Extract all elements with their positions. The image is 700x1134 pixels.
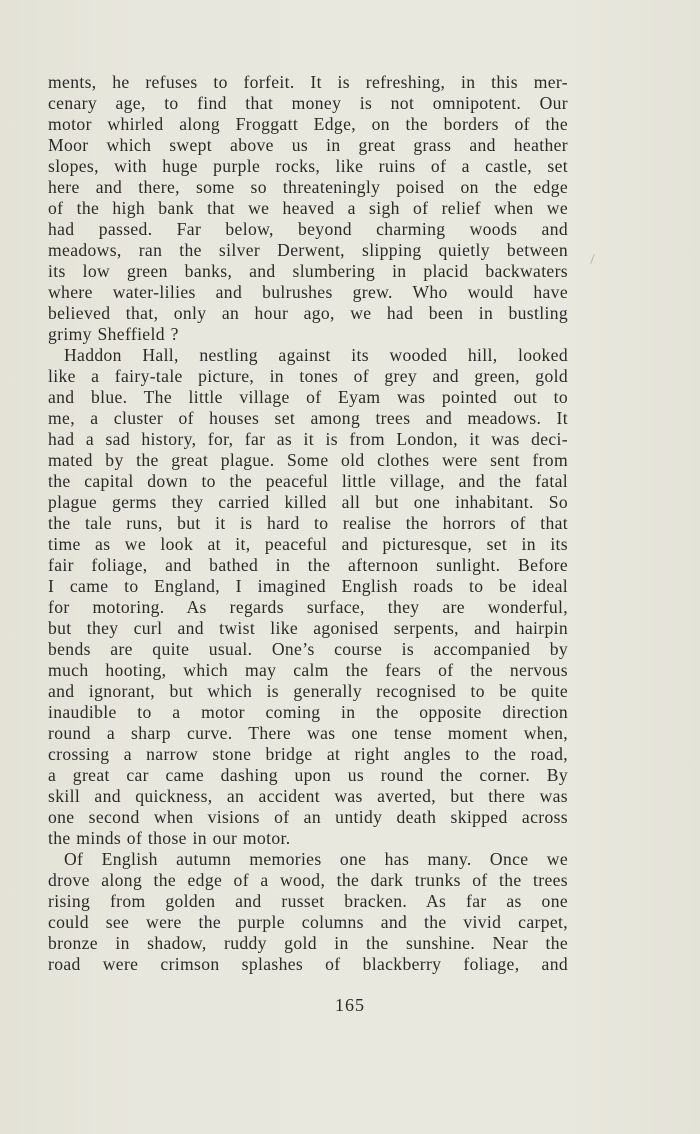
paragraph-start-line: Of English autumn memories one has many. Once we xyxy=(64,849,568,869)
text-line: I came to England, I imagined English roads to be ideal xyxy=(48,576,568,596)
margin-mark xyxy=(590,254,594,264)
text-line: meadows, ran the silver Derwent, slipping quietly between xyxy=(48,240,568,260)
text-line: believed that, only an hour ago, we had been in bustling xyxy=(48,303,568,323)
text-line: a great car came dashing upon us round the corner. By xyxy=(48,765,568,785)
text-line: the tale runs, but it is hard to realise the horrors of that xyxy=(48,513,568,533)
text-line: time as we look at it, peaceful and picturesque, set in its xyxy=(48,534,568,554)
text-line: the capital down to the peaceful little village, and the fatal xyxy=(48,471,568,491)
text-line: had a sad history, for, far as it is from London, it was deci- xyxy=(48,429,568,449)
text-line: round a sharp curve. There was one tense moment when, xyxy=(48,723,568,743)
paragraph-start-line: Haddon Hall, nestling against its wooded hill, looked xyxy=(64,345,568,365)
text-line: inaudible to a motor coming in the opposite direction xyxy=(48,702,568,722)
text-line: skill and quickness, an accident was averted, but there was xyxy=(48,786,568,806)
text-line: grimy Sheffield ? xyxy=(48,324,179,344)
text-line: cenary age, to find that money is not omnipotent. Our xyxy=(48,93,568,113)
text-line: could see were the purple columns and the vivid carpet, xyxy=(48,912,568,932)
text-line: mated by the great plague. Some old clothes were sent from xyxy=(48,450,568,470)
text-line: but they curl and twist like agonised serpents, and hairpin xyxy=(48,618,568,638)
text-line: much hooting, which may calm the fears of the nervous xyxy=(48,660,568,680)
text-line: like a fairy-tale picture, in tones of grey and green, gold xyxy=(48,366,568,386)
page-number: 165 xyxy=(335,995,365,1015)
text-line: road were crimson splashes of blackberry foliage, and xyxy=(48,954,568,974)
text-line: of the high bank that we heaved a sigh of relief when we xyxy=(48,198,568,218)
text-line: the minds of those in our motor. xyxy=(48,828,291,848)
text-line: one second when visions of an untidy death skipped across xyxy=(48,807,568,827)
text-line: bronze in shadow, ruddy gold in the sunshine. Near the xyxy=(48,933,568,953)
text-line: Moor which swept above us in great grass and heather xyxy=(48,135,568,155)
text-line: slopes, with huge purple rocks, like ruins of a castle, set xyxy=(48,156,568,176)
text-line: crossing a narrow stone bridge at right angles to the road, xyxy=(48,744,568,764)
text-line: for motoring. As regards surface, they are wonderful, xyxy=(48,597,568,617)
text-line: and ignorant, but which is generally recognised to be quite xyxy=(48,681,568,701)
text-line: here and there, some so threateningly poised on the edge xyxy=(48,177,568,197)
text-line: had passed. Far below, beyond charming woods and xyxy=(48,219,568,239)
text-line: bends are quite usual. One’s course is accompanied by xyxy=(48,639,568,659)
text-line: rising from golden and russet bracken. As far as one xyxy=(48,891,568,911)
text-line: drove along the edge of a wood, the dark trunks of the trees xyxy=(48,870,568,890)
body-text xyxy=(48,72,568,975)
text-line: motor whirled along Froggatt Edge, on the borders of the xyxy=(48,114,568,134)
text-line: ments, he refuses to forfeit. It is refreshing, in this mer- xyxy=(48,72,568,92)
text-line: me, a cluster of houses set among trees and meadows. It xyxy=(48,408,568,428)
text-line: plague germs they carried killed all but one inhabitant. So xyxy=(48,492,568,512)
text-line: its low green banks, and slumbering in placid backwaters xyxy=(48,261,568,281)
text-line: and blue. The little village of Eyam was pointed out to xyxy=(48,387,568,407)
text-line: fair foliage, and bathed in the afternoon sunlight. Before xyxy=(48,555,568,575)
text-line: where water-lilies and bulrushes grew. Who would have xyxy=(48,282,568,302)
